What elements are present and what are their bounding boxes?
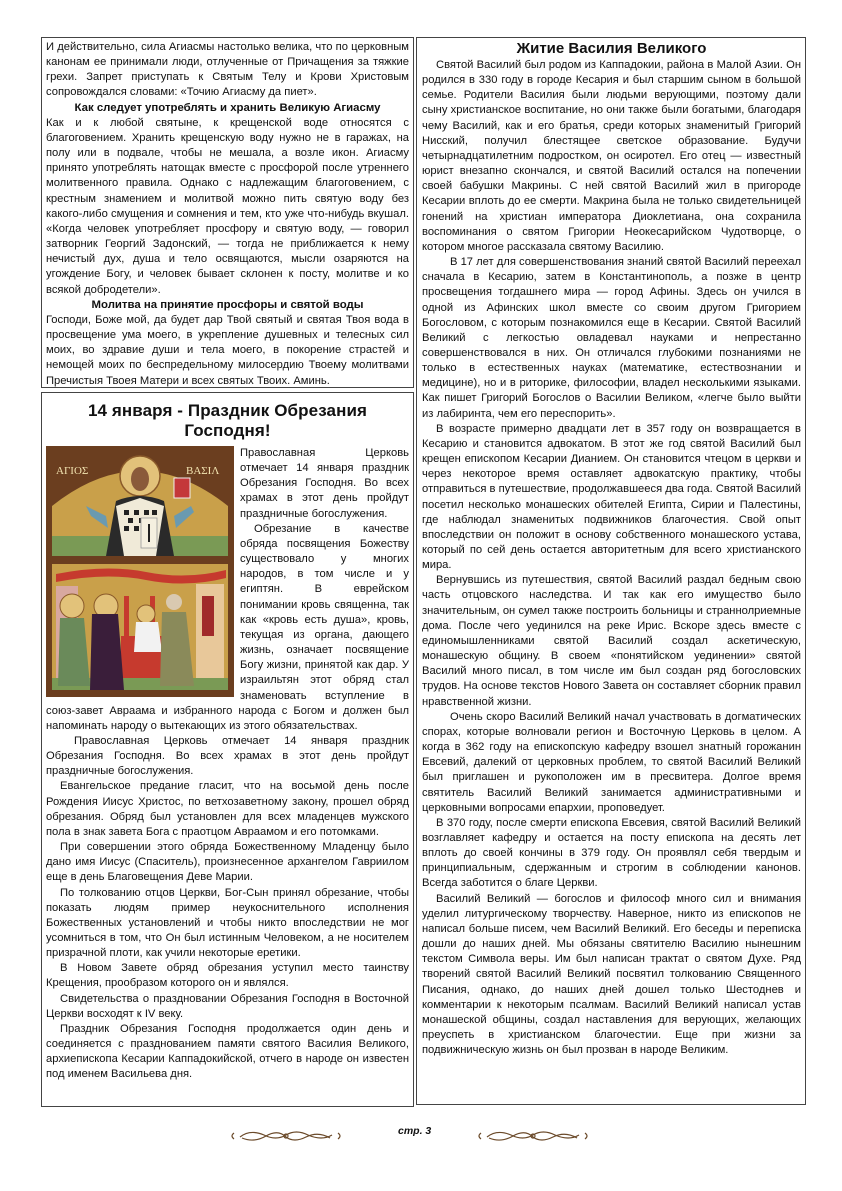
circumcision-title: 14 января - Праздник Обрезания Господня!: [87, 401, 368, 440]
paragraph: Евангельское предание гласит, что на восьмой день после Рождения Иисус Христос, по ветхозаветному закону, прошел обряд обрезания. Обряд был установлен для всех младенцев мужского пола в знак завета Бога с праотцом Авраамом и его потомками.: [46, 780, 409, 838]
ornament-left-icon: [230, 1129, 342, 1143]
page-number: стр. 3: [398, 1125, 432, 1137]
agiasma-article-box: [41, 37, 414, 388]
paragraph: Свидетельства о праздновании Обрезания Господня в Восточной Церкви восходят к IV веку.: [46, 992, 409, 1020]
paragraph: И действительно, сила Агиасмы настолько велика, что по церковным канонам ее принимали люди, отлученные от Причащения за тяжкие грехи. Запрет приступать к Святым Телу и Крови Христовым сопровождался словами: «Точию Агиасму да пиет».: [46, 41, 409, 99]
paragraph: Православная Церковь отмечает 14 января праздник Обрезания Господня. Во всех храмах в этот день пройдут праздничные богослужения.: [240, 447, 409, 520]
paragraph: Праздник Обрезания Господня продолжается один день и соединяется с празднованием памяти святого Василия Великого, архиепископа Кесарии Каппадокийской, отчего в народе он известен под именем Васильева дня.: [46, 1022, 409, 1081]
basil-article-text: [422, 58, 801, 1058]
paragraph: Василий Великий — богослов и философ много сил и внимания уделил литургическому творчеству. Наверное, никто из епископов не написал больше писем, чем Василий Великий. Его беседы и переписка дошли до наших дней. Мы обязаны святителю Василию нынешним текстом Символа веры. Им был написан трактат о святом Духе. Ряд творений святой Василий Великий посвятил толкованию Священного Писания, однако, до наших дней дошел только Шестоднев и комментарии к некоторым псалмам. Василий Великий написал устав монашеской общины, создал наставления для верующих, желающих преуспеть в христианском благочестии. Еще при жизни за подвижническую жизнь он был прозван в народе Великим.: [422, 892, 801, 1057]
orthodox-icon-illustration: [46, 446, 234, 697]
subheading-storage: Как следует употреблять и хранить Великую Агиасму: [74, 101, 381, 114]
subheading-prayer: Молитва на принятие просфоры и святой воды: [91, 298, 364, 311]
paragraph: В 370 году, после смерти епископа Евсевия, святой Василий Великий возглавляет кафедру и остается на посту епископа на десять лет вплоть до своей кончины в 379 году. Он проявлял себя твердым и принципиальным, сдержанным и строгим в соблюдении канонов. Всегда заботится о благе Церкви.: [422, 816, 801, 890]
paragraph: При совершении этого обряда Божественному Младенцу было дано имя Иисус (Спаситель), произнесенное архангелом Гавриилом еще в день Благовещения Деве Марии.: [46, 841, 409, 884]
svg-text:ΒΑΣΙΛ: ΒΑΣΙΛ: [186, 465, 220, 477]
ornament-right-icon: [477, 1129, 589, 1143]
basil-article-box: [416, 37, 806, 1105]
paragraph: В возрасте примерно двадцати лет в 357 году он возвращается в Кесарию и становится адвокатом. В этот же год святой Василий был крещен епископом Кесарии Дианием. Он становится чтецом в церкви и через некоторое время оставляет адвокатскую практику, чтобы отправиться в путешествие, продолжавшееся два года. Святой Василий посетил несколько монашеских обителей Египта, Сирии и Палестины, где наблюдал знаменитых подвижников благочестия. Свой опыт впоследствии он положит в основу собственного монашеского устава, который по сей день остается авторитетным для всего христианского мира.: [422, 422, 801, 572]
paragraph: Очень скоро Василий Великий начал участвовать в догматических спорах, которые волновали регион и Восточную Церковь в целом. А когда в 362 году на епископскую кафедру взошел знатный горожанин Евсевий, далекий от церковных проблем, то святой Василий Великий был приглашен и рукоположен им в пресвитера. Долгое время святитель Василий Великий занимается административными и церковными вопросами епархии, проповедует.: [422, 710, 801, 814]
paragraph: Святой Василий был родом из Каппадокии, района в Малой Азии. Он родился в 330 году в городе Кесария и был старшим сыном в большой семье. Родители Василия были людьми верующими, поэтому дали сыну христианское воспитание, но они также были богатыми, благодаря чему Василий, как и его братья, среди которых знаменитый Григорий Нисский, получил блестящее светское образование. Будучи четырнадцатилетним подростком, он осиротел. Его отец — известный юрист внезапно скончался, и святой Василий остался на попечении своей бабушки Макрины. С ней святой Василий жил в пригороде Кесарии вплоть до ее смерти. Макрина была не только свидетельницей гонений на христиан императора Диоклетиана, она сохранила воспоминания о святом Григории Неокесарийском Чудотворце, о котором многое рассказала святому Василию.: [422, 59, 801, 253]
paragraph: Православная Церковь отмечает 14 января праздник Обрезания Господня. Во всех храмах в этот день пройдут праздничные богослужения.: [46, 734, 409, 778]
circumcision-article-text: [46, 446, 409, 1083]
prayer-text: Господи, Боже мой, да будет дар Твой святый и святая Твоя вода в просвещение ума моего, в укрепление душевных и телесных сил моих, во здравие души и тела моего, в покорение страстей и немощей моих по беспредельному милосердию Твоему молитвами Пречистыя Твоея Матери и всех святых Твоих. Аминь.: [46, 313, 409, 387]
paragraph: По толкованию отцов Церкви, Бог-Сын принял обрезание, чтобы показать людям пример неукоснительного исполнения Божественных установлений и чтобы никто впоследствии не мог усомниться в том, что Он был истинным Человеком, а не носителем призрачной плоти, как учили некоторые еретики.: [46, 886, 409, 960]
page-footer: [0, 1125, 842, 1145]
agiasma-article-text: [46, 40, 409, 389]
paragraph: В Новом Завете обряд обрезания уступил место таинству Крещения, прообразом которого он и являлся.: [46, 962, 409, 990]
paragraph: Как и к любой святыне, к крещенской воде относятся с благоговением. Хранить крещенскую воду нужно не в гаражах, на полу или в подвале, чтобы не мешала, а возле икон. Агиасму принято употреблять натощак вместе с просфорой после утреннего молитвенного правила. Однако с надлежащим благоговением, с крестным знамением и молитвой можно пить святую воду без какого-либо смущения и сомнения и тем, кто уже что-нибудь вкушал. «Когда человек употребляет просфору и святую воду, — говорил затворник Георгий Задонский, — тогда не приближается к нему нечистый дух, душа и тело освящаются, мысли озаряются на угождение Богу, и человек бывает склонен к посту, молитве и ко всякой добродетели».: [46, 116, 409, 296]
paragraph: В 17 лет для совершенствования знаний святой Василий переехал сначала в Кесарию, затем в Константинополь, а позже в центр просвещения тогдашнего мира — город Афины. Здесь он учился в одной из Афинских школ вместе со своим другом Григорием Богословом, с которым познакомился еще в Кесарии. Святой Василий Великий с легкостью овладевал науками и непрестанно совершенствовался в них. Он отличался глубокими познаниями не только в естественных науках (математике, естествознании и медицине), но и в риторике, философии, владел несколькими языками. Как пишет Григорий Богослов о Василии Великом, «легче было выйти из лабиринта, чем его переспорить».: [422, 256, 801, 420]
circumcision-article-box: [41, 392, 414, 1107]
paragraph: Вернувшись из путешествия, святой Василий раздал бедным свою часть отцовского наследства. И так как его имущество было значительным, он сумел также построить больницы и страннолриемные дома. После чего уединился на реке Ирис. Вскоре здесь вместе с единомышленниками святой Василий создал аскетическую, монашескую общину. В своем «понятийском уединении» святой Василий много писал, в том числе им был создан ряд богословских трудов. На основе текстов Нового Завета он составляет сборник правил нравственной жизни.: [422, 574, 801, 708]
basil-title: Житие Василия Великого: [516, 40, 707, 57]
paragraph: Обрезание в качестве обряда посвящения Божеству существовало у многих народов, в том числе и у египтян. В еврейском понимании кровь священна, так как «кровь есть душа», кровь, текущая из органа, дающего жизнь, означает посвящение Богу жизни, принятой как дар. У израильтян этот обряд стал знаменовать вступление в союз-завет Авраама и избранного народа с Богом и должен был напоминать народу о вытекающих из этого обязательствах.: [46, 522, 409, 732]
icon-image: [46, 446, 234, 697]
svg-text:ΑΓΙΟΣ: ΑΓΙΟΣ: [56, 465, 89, 477]
